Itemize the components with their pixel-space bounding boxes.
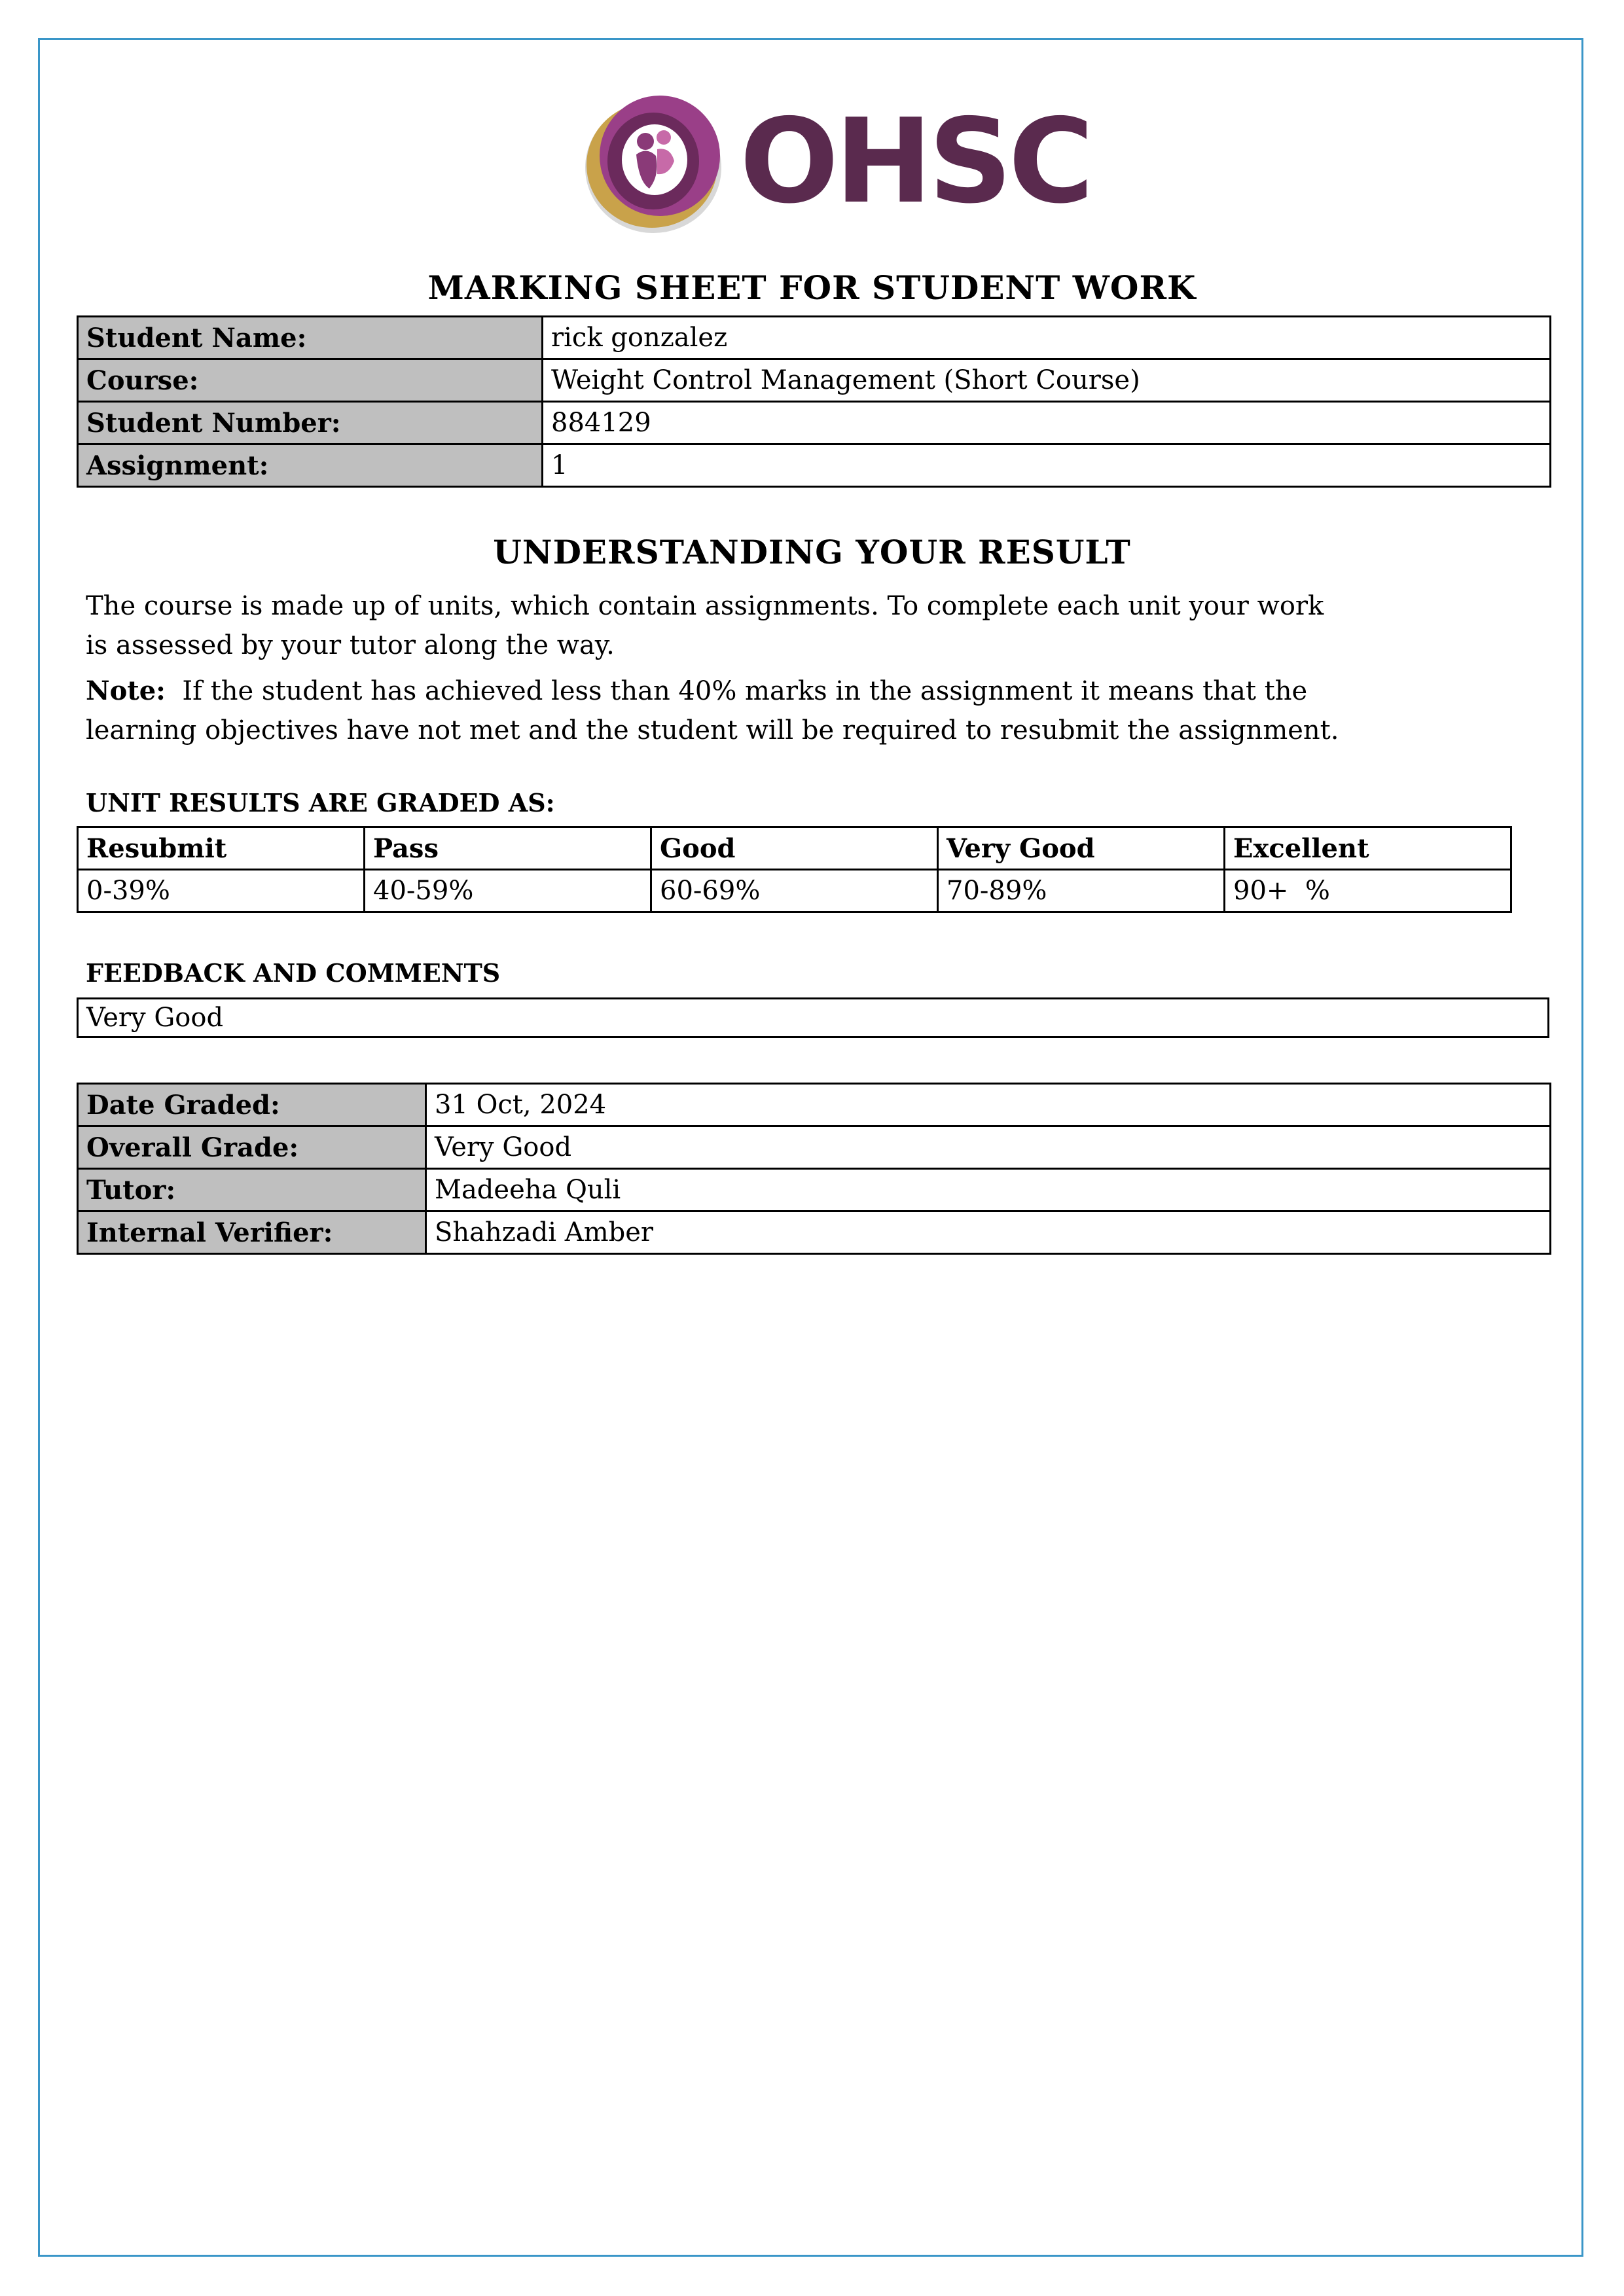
table-row [78, 1211, 1551, 1254]
feedback-text: Very Good [77, 997, 1549, 1038]
assignment-value: 1 [543, 444, 1551, 487]
table-row [78, 1084, 1551, 1126]
ohsc-logo [576, 84, 1091, 241]
internal-verifier-value: Shahzadi Amber [426, 1211, 1551, 1254]
overall-grade-label: Overall Grade: [78, 1126, 426, 1169]
note-line-1: If the student has achieved less than 40% marks in the assignment it means that the [182, 676, 1308, 706]
note-line-2: learning objectives have not met and the student will be required to resubmit the assignment. [86, 715, 1339, 745]
explanation-line-2: is assessed by your tutor along the way. [86, 630, 615, 660]
explanation-paragraph [86, 586, 1395, 665]
grade-name: Pass [365, 827, 651, 870]
date-graded-label: Date Graded: [78, 1084, 426, 1126]
grade-range: 90+ % [1225, 870, 1511, 912]
table-row [78, 444, 1551, 487]
table-row [78, 359, 1551, 402]
student-info-table [77, 315, 1551, 488]
grade-range: 60-69% [651, 870, 938, 912]
tutor-value: Madeeha Quli [426, 1169, 1551, 1211]
result-table [77, 1083, 1551, 1255]
grade-name: Excellent [1225, 827, 1511, 870]
student-number-label: Student Number: [78, 402, 543, 444]
overall-grade-value: Very Good [426, 1126, 1551, 1169]
internal-verifier-label: Internal Verifier: [78, 1211, 426, 1254]
understanding-heading: UNDERSTANDING YOUR RESULT [493, 533, 1131, 571]
tutor-label: Tutor: [78, 1169, 426, 1211]
table-row [78, 1126, 1551, 1169]
table-row [78, 1169, 1551, 1211]
grading-range-row [78, 870, 1511, 912]
note-label: Note: [86, 675, 166, 706]
grade-name: Resubmit [78, 827, 365, 870]
grade-range: 40-59% [365, 870, 651, 912]
grade-name: Very Good [938, 827, 1225, 870]
note-paragraph [86, 672, 1395, 750]
assignment-label: Assignment: [78, 444, 543, 487]
feedback-heading: FEEDBACK AND COMMENTS [86, 958, 501, 988]
logo-emblem-icon [576, 84, 733, 241]
grade-range: 0-39% [78, 870, 365, 912]
table-row [78, 317, 1551, 359]
grade-name: Good [651, 827, 938, 870]
student-name-label: Student Name: [78, 317, 543, 359]
page-title: MARKING SHEET FOR STUDENT WORK [427, 268, 1197, 307]
course-value: Weight Control Management (Short Course) [543, 359, 1551, 402]
logo-wordmark: OHSC [740, 94, 1091, 229]
grading-table [77, 826, 1512, 913]
explanation-line-1: The course is made up of units, which contain assignments. To complete each unit your work [86, 591, 1324, 621]
table-row [78, 402, 1551, 444]
grading-heading: UNIT RESULTS ARE GRADED AS: [86, 788, 555, 817]
grade-range: 70-89% [938, 870, 1225, 912]
student-name-value: rick gonzalez [543, 317, 1551, 359]
student-number-value: 884129 [543, 402, 1551, 444]
grading-header-row [78, 827, 1511, 870]
course-label: Course: [78, 359, 543, 402]
date-graded-value: 31 Oct, 2024 [426, 1084, 1551, 1126]
